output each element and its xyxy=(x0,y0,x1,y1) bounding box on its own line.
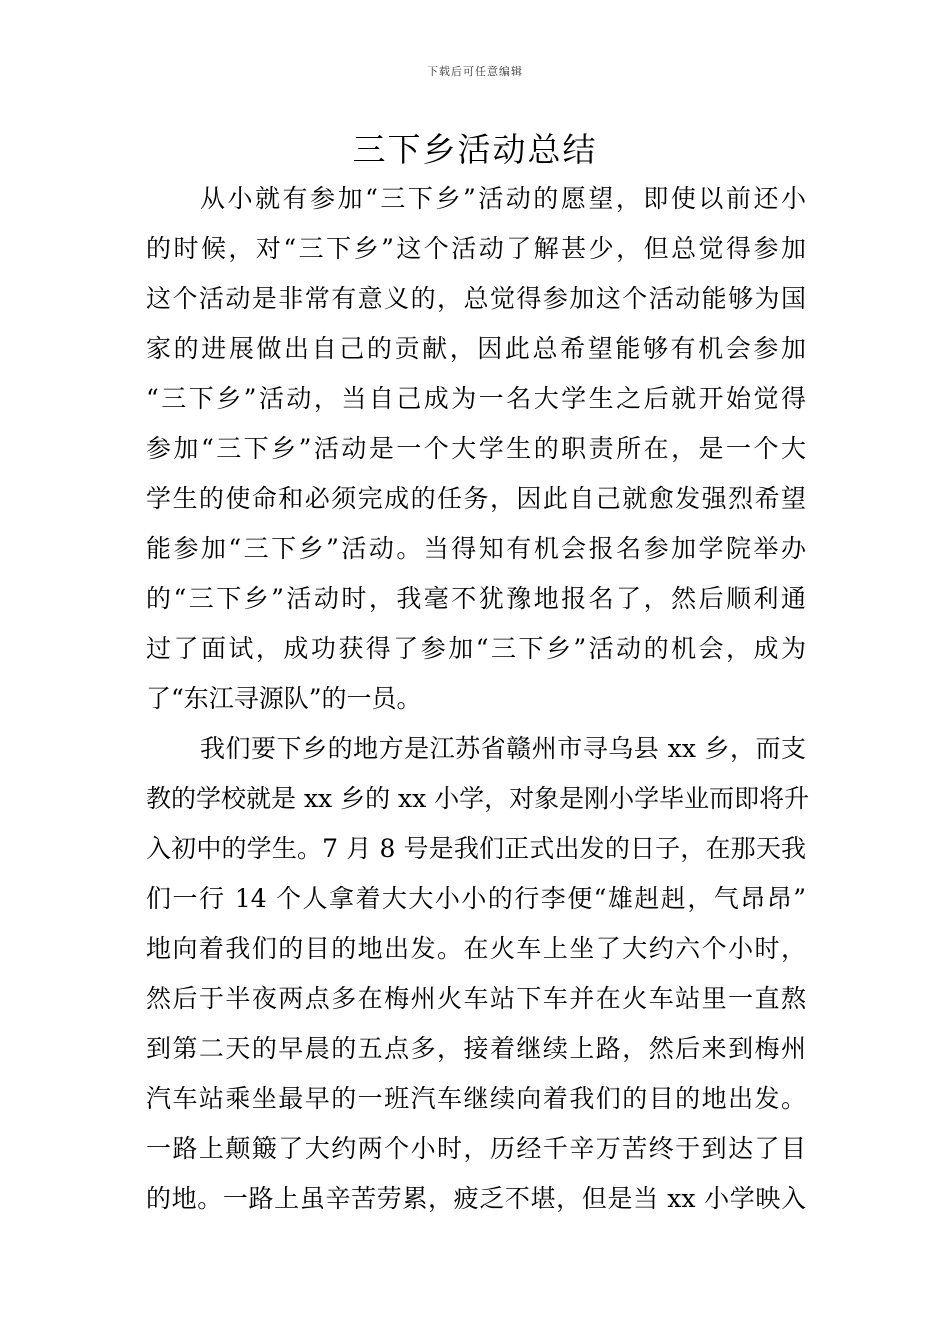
text-line: 入初中的学生。7 月 8 号是我们正式出发的日子，在那天我 xyxy=(146,834,806,863)
text-line: 的时候，对“三下乡”这个活动了解甚少，但总觉得参加 xyxy=(146,234,806,263)
text-line: 家的进展做出自己的贡献，因此总希望能够有机会参加 xyxy=(146,334,806,363)
text-line: 能参加“三下乡”活动。当得知有机会报名参加学院举办 xyxy=(146,534,806,563)
text-line: 过了面试，成功获得了参加“三下乡”活动的机会，成为 xyxy=(146,634,806,663)
document-title: 三下乡活动总结 xyxy=(352,130,598,169)
text-line: “三下乡”活动，当自己成为一名大学生之后就开始觉得 xyxy=(146,384,806,413)
text-line: 们一行 14 个人拿着大大小小的行李便“雄赳赳，气昂昂” xyxy=(146,884,806,913)
text-line: 从小就有参加“三下乡”活动的愿望，即使以前还小 xyxy=(200,184,806,213)
text-line: 的“三下乡”活动时，我毫不犹豫地报名了，然后顺利通 xyxy=(146,584,806,613)
text-line: 这个活动是非常有意义的，总觉得参加这个活动能够为国 xyxy=(146,284,806,313)
text-line: 一路上颠簸了大约两个小时，历经千辛万苦终于到达了目 xyxy=(146,1134,806,1163)
text-line: 教的学校就是 xx 乡的 xx 小学，对象是刚小学毕业而即将升 xyxy=(146,784,810,813)
text-line: 地向着我们的目的地出发。在火车上坐了大约六个小时， xyxy=(146,934,806,963)
header-note: 下载后可任意编辑 xyxy=(427,65,523,78)
document-body xyxy=(146,174,810,1224)
text-line: 参加“三下乡”活动是一个大学生的职责所在，是一个大 xyxy=(146,434,806,463)
text-line: 到第二天的早晨的五点多，接着继续上路，然后来到梅州 xyxy=(146,1034,806,1063)
text-line: 然后于半夜两点多在梅州火车站下车并在火车站里一直熬 xyxy=(146,984,806,1013)
paragraph-1 xyxy=(146,174,806,724)
text-line: 了“东江寻源队”的一员。 xyxy=(146,684,422,713)
text-line: 学生的使命和必须完成的任务，因此自己就愈发强烈希望 xyxy=(146,484,806,513)
text-line: 的地。一路上虽辛苦劳累，疲乏不堪，但是当 xx 小学映入 xyxy=(146,1184,806,1213)
paragraph-2 xyxy=(146,724,810,1224)
text-line: 汽车站乘坐最早的一班汽车继续向着我们的目的地出发。 xyxy=(146,1084,806,1113)
text-line: 我们要下乡的地方是江苏省赣州市寻乌县 xx 乡，而支 xyxy=(200,734,806,763)
